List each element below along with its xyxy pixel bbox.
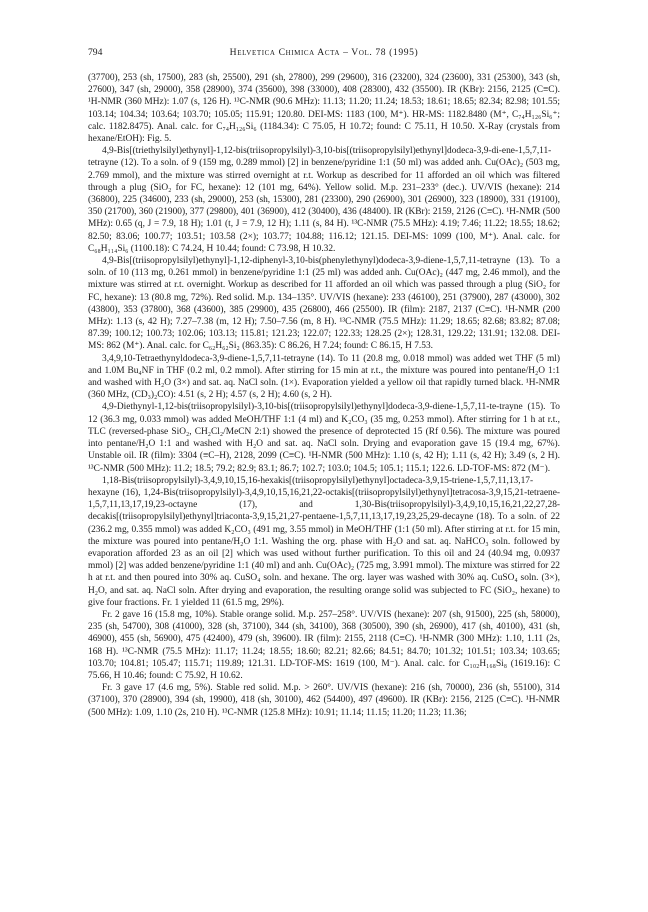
page-number: 794 [88, 47, 103, 58]
running-head [88, 46, 560, 60]
paragraph-compound-15: 4,9-Diethynyl-1,12-bis(triisopropylsilyl)-3,10-bis[(triisopropylsilyl)ethynyl]dodeca-3,9-diene-1,5,7,11-te-trayne (15). To 12 (36.3 mg, 0.033 mmol) was added MeOH/THF 1:1 (4 ml) and K₂CO₃ (35 mg, 0.253 mmol). After stirring for 1 h at r.t., TLC (reversed-phase SiO₂, CH₂Cl₂/MeCN 2:1) showed the presence of deprotected 15 (Rf 0.56). The mixture was poured into pentane/H₂O 1:1 and washed with H₂O and sat. aq. NaCl soln. Drying and evaporation gave 15 (19.4 mg, 67%). Unstable oil. IR (film): 3304 (≡C–H), 2128, 2099 (C≡C). ¹H-NMR (500 MHz): 1.10 (s, 42 H); 1.11 (s, 42 H); 3.49 (s, 2 H). ¹³C-NMR (500 MHz): 11.2; 18.5; 79.2; 82.9; 83.1; 86.7; 102.7; 103.0; 104.5; 105.1; 115.1; 122.6. LD-TOF-MS: 872 (M⁻). [88, 402, 560, 474]
paragraph-compound-14: 3,4,9,10-Tetraethynyldodeca-3,9-diene-1,5,7,11-tetrayne (14). To 11 (20.8 mg, 0.018 mmol) was added wet THF (5 ml) and 1.0M Bu₄NF in THF (0.2 ml, 0.2 mmol). After stirring for 15 min at r.t., the mixture was poured into pentane/H₂O 1:1 and washed with H₂O (3×) and sat. aq. NaCl soln. (1×). Evaporation yielded a yellow oil that rapidly turned black. ¹H-NMR (360 MHz, (CD₃)₂CO): 4.51 (s, 2 H); 4.57 (s, 2 H); 4.60 (s, 2 H). [88, 353, 560, 401]
paragraph-compound-13: 4,9-Bis[(triisopropylsilyl)ethynyl]-1,12-diphenyl-3,10-bis(phenylethynyl)dodeca-3,9-diene-1,5,7,11-tetrayne (13). To a soln. of 10 (113 mg, 0.261 mmol) in benzene/pyridine 1:1 (25 ml) was added anh. Cu(OAc)₂ (447 mg, 2.46 mmol), and the mixture was stirred at r.t. overnight. Workup as described for 11 afforded an oil which was passed through a plug (SiO₂ for FC, hexane): 13 (80.8 mg, 72%). Red solid. M.p. 134–135°. UV/VIS (hexane): 233 (46100), 251 (37900), 287 (43000), 302 (43800), 353 (37800), 368 (43600), 385 (29900), 435 (26800), 466 (25500). IR (film): 2187, 2137 (C≡C). ¹H-NMR (200 MHz): 1.13 (s, 42 H); 7.27–7.38 (m, 12 H); 7.50–7.56 (m, 8 H). ¹³C-NMR (75.5 MHz): 11.29; 18.65; 82.68; 83.82; 87.08; 87.39; 100.12; 100.73; 102.06; 103.13; 115.81; 121.23; 122.07; 122.33; 128.25 (2×); 128.31, 129.22; 131.91; 132.08. DEI-MS: 862 (M⁺). Anal. calc. for C₆₂H₆₂Si₂ (863.35): C 86.26, H 7.24; found: C 86.15, H 7.53. [88, 256, 560, 352]
paragraph-fraction-2: Fr. 2 gave 16 (15.8 mg, 10%). Stable orange solid. M.p. 257–258°. UV/VIS (hexane): 207 (sh, 91500), 225 (sh, 58000), 235 (sh, 54700), 308 (41000), 328 (sh, 37100), 344 (sh, 34100), 368 (30500), 390 (sh, 26900), 417 (sh, 40100), 431 (sh, 46900), 455 (sh, 56900), 475 (42400), 479 (sh, 39600). IR (film): 2155, 2118 (C≡C). ¹H-NMR (300 MHz): 1.10, 1.11 (2s, 168 H). ¹³C-NMR (75.5 MHz): 11.17; 11.24; 18.55; 18.60; 82.21; 82.66; 84.51; 84.70; 101.32; 101.51; 103.34; 103.65; 103.70; 104.81; 105.47; 115.71; 119.89; 121.31. LD-TOF-MS: 1619 (100, M⁻). Anal. calc. for C₁₀₂H₁₆₈Si₈ (1619.16): C 75.66, H 10.46; found: C 75.92, H 10.62. [88, 609, 560, 681]
paragraph-compound-12: 4,9-Bis[(triethylsilyl)ethynyl]-1,12-bis(triisopropylsilyl)-3,10-bis[(triisopropylsilyl)ethynyl]dodeca-3,9-di-ene-1,5,7,11-tetrayne (12). To a soln. of 9 (159 mg, 0.289 mmol) [2] in benzene/pyridine 1:1 (50 ml) was added anh. Cu(OAc)₂ (503 mg, 2.769 mmol), and the mixture was stirred overnight at r.t. Workup as described for 11 afforded an oil which was filtered through a plug (SiO₂ for FC, hexane): 12 (101 mg, 64%). Yellow solid. M.p. 231–233° (dec.). UV/VIS (hexane): 214 (36800), 225 (34600), 233 (sh, 29000), 253 (sh, 15300), 281 (23300), 290 (26900), 301 (26900), 323 (18900), 331 (19100), 350 (21700), 360 (21900), 377 (29800), 401 (36900), 412 (30400), 436 (48400). IR (KBr): 2159, 2126 (C≡C). ¹H-NMR (500 MHz): 0.65 (q, J = 7.9, 18 H); 1.01 (t, J = 7.9, 12 H); 1.11 (s, 84 H). ¹³C-NMR (75.5 MHz): 4.19; 7.46; 11.22; 18.55; 18.62; 82.50; 83.06; 100.77; 103.51; 103.58 (2×); 103.77; 104.88; 116.12; 121.15. DEI-MS: 1099 (100, M⁺). Anal. calc. for C₆₈H₁₁₄Si₆ (1100.18): C 74.24, H 10.44; found: C 73.98, H 10.32. [88, 146, 560, 254]
paragraph-fraction-3: Fr. 3 gave 17 (4.6 mg, 5%). Stable red solid. M.p. > 260°. UV/VIS (hexane): 216 (sh, 70000), 236 (sh, 55100), 314 (37100), 370 (28900), 394 (sh, 19900), 418 (sh, 30100), 462 (54400), 497 (49600). IR (KBr): 2156, 2125 (C≡C). ¹H-NMR (500 MHz): 1.09, 1.10 (2s, 210 H). ¹³C-NMR (125.8 MHz): 10.91; 11.14; 11.15; 11.20; 11.23; 11.36; [88, 683, 560, 718]
body-text [88, 72, 560, 719]
paragraph-compounds-16-17-18: 1,18-Bis(triisopropylsilyl)-3,4,9,10,15,16-hexakis[(triisopropylsilyl)ethynyl]octadeca-3,9,15-triene-1,5,7,11,13,17-hexayne (16), 1,24-Bis(triisopropylsilyl)-3,4,9,10,15,16,21,22-octakis[(triisopropylsilyl)ethynyl]tetracosa-3,9,15,21-tetraene-1,5,7,11,13,17,19,23-octayne (17), and 1,30-Bis(triisopropylsilyl)-3,4,9,10,15,16,21,22,27,28-decakis[(triisopropylsilyl)ethynyl]triaconta-3,9,15,21,27-pentaene-1,5,7,11,13,17,19,23,25,29-decayne (18). To a soln. of 22 (236.2 mg, 0.355 mmol) was added K₂CO₃ (491 mg, 3.55 mmol) in MeOH/THF (1:1 (50 ml). After stirring at r.t. for 15 min, the mixture was poured into pentane/H₂O 1:1. Washing the org. phase with H₂O and sat. aq. NaHCO₃ soln. followed by evaporation afforded 23 as an oil [2] which was used without further purification. To this oil and 24 (40.94 mg, 0.0937 mmol) [2] was added benzene/pyridine 1:1 (40 ml) and anh. Cu(OAc)₂ (725 mg, 3.991 mmol). The mixture was stirred for 22 h at r.t. and then poured into 30% aq. CuSO₄ soln. and hexane. The org. layer was washed with 30% aq. CuSO₄ soln. (3×), H₂O, and sat. aq. NaCl soln. After drying and evaporation, the resulting orange solid was subjected to FC (SiO₂, hexane) to give four fractions. Fr. 1 yielded 11 (61.5 mg, 29%). [88, 475, 560, 608]
paragraph-spectral-data-continued: (37700), 253 (sh, 17500), 283 (sh, 25500), 291 (sh, 27800), 299 (29600), 316 (23200), 324 (23600), 331 (25300), 343 (sh, 27600), 347 (sh, 29000), 358 (28900), 374 (35600), 398 (33000), 408 (28300), 432 (35500). IR (KBr): 2156, 2125 (C≡C). ¹H-NMR (360 MHz): 1.07 (s, 126 H). ¹³C-NMR (90.6 MHz): 11.13; 11.20; 11.24; 18.53; 18.61; 18.65; 82.34; 82.98; 101.55; 103.14; 104.34; 103.64; 103.70; 105.05; 115.91; 120.80. DEI-MS: 1183 (100, M⁺). HR-MS: 1182.8480 (M⁺, C₇₄H₁₂₆Si₆⁺; calc. 1182.8475). Anal. calc. for C₇₄H₁₂₆Si₆ (1184.34): C 75.05, H 10.72; found: C 75.11, H 10.50. X-Ray (crystals from hexane/EtOH): Fig. 5. [88, 73, 560, 145]
journal-title: Helvetica Chimica Acta – Vol. 78 (1995) [229, 47, 419, 58]
